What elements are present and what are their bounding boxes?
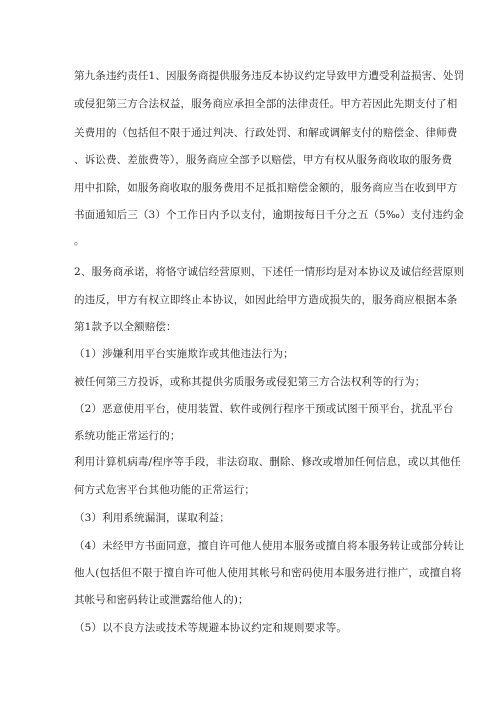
list-item: （5）以不良方法或技术等规避本协议约定和规则要求等。 — [74, 622, 348, 634]
list-item: （2）恶意使用平台，使用装置、软件或例行程序干预或试图干预平台，扰乱平台 — [74, 403, 454, 415]
text-line: 。 — [74, 235, 85, 247]
list-item: （4）未经甲方书面同意，擅自许可他人使用本服务或擅自将本服务转让或部分转让 — [74, 540, 465, 552]
text-line: 用中扣除，如服务商收取的服务费用不足抵扣赔偿金额的，服务商应当在收到甲方 — [74, 182, 458, 194]
text-line: 被任何第三方投诉，或称其提供劣质服务或侵犯第三方合法权利等的行为； — [74, 376, 426, 388]
text-line: 何方式危害平台其他功能的正常运行； — [74, 484, 256, 496]
text-line: 利用计算机病毒/程序等手段，非法窃取、删除、修改或增加任何信息，或以其他任 — [74, 456, 462, 468]
text-line: 其帐号和密码转让或泄露给他人的)； — [74, 594, 249, 606]
list-item: （3）利用系统漏洞，谋取利益； — [74, 512, 230, 524]
text-line: 书面通知后三（3）个工作日内予以支付，逾期按每日千分之五（5‰）支付违约金 — [74, 209, 464, 221]
list-item: （1）涉嫌利用平台实施欺诈或其他违法行为； — [74, 348, 294, 360]
text-line: 第九条违约责任1、因服务商提供服务违反本协议约定导致甲方遭受利益损害、处罚 — [74, 70, 465, 82]
text-line: 或侵犯第三方合法权益，服务商应承担全部的法律责任。甲方若因此先期支付了相 — [74, 98, 458, 110]
text-line: 、诉讼费、差旅费等），服务商应全部予以赔偿，甲方有权从服务商收取的服务费 — [74, 154, 453, 166]
text-line: 第1款予以全额赔偿： — [74, 321, 177, 333]
text-line: 2、服务商承诺，将恪守诚信经营原则，下述任一情形均是对本协议及诚信经营原则 — [74, 266, 465, 278]
text-line: 系统功能正常运行的； — [74, 430, 181, 442]
text-line: 的违反，甲方有权立即终止本协议，如因此给甲方造成损失的，服务商应根据本条 — [74, 294, 458, 306]
text-line: 他人(包括但不限于擅自许可他人使用其帐号和密码使用本服务进行推广，或擅自将 — [74, 567, 462, 579]
text-line: 关费用的（包括但不限于通过判决、行政处罚、和解或调解支付的赔偿金、律师费 — [74, 127, 458, 139]
